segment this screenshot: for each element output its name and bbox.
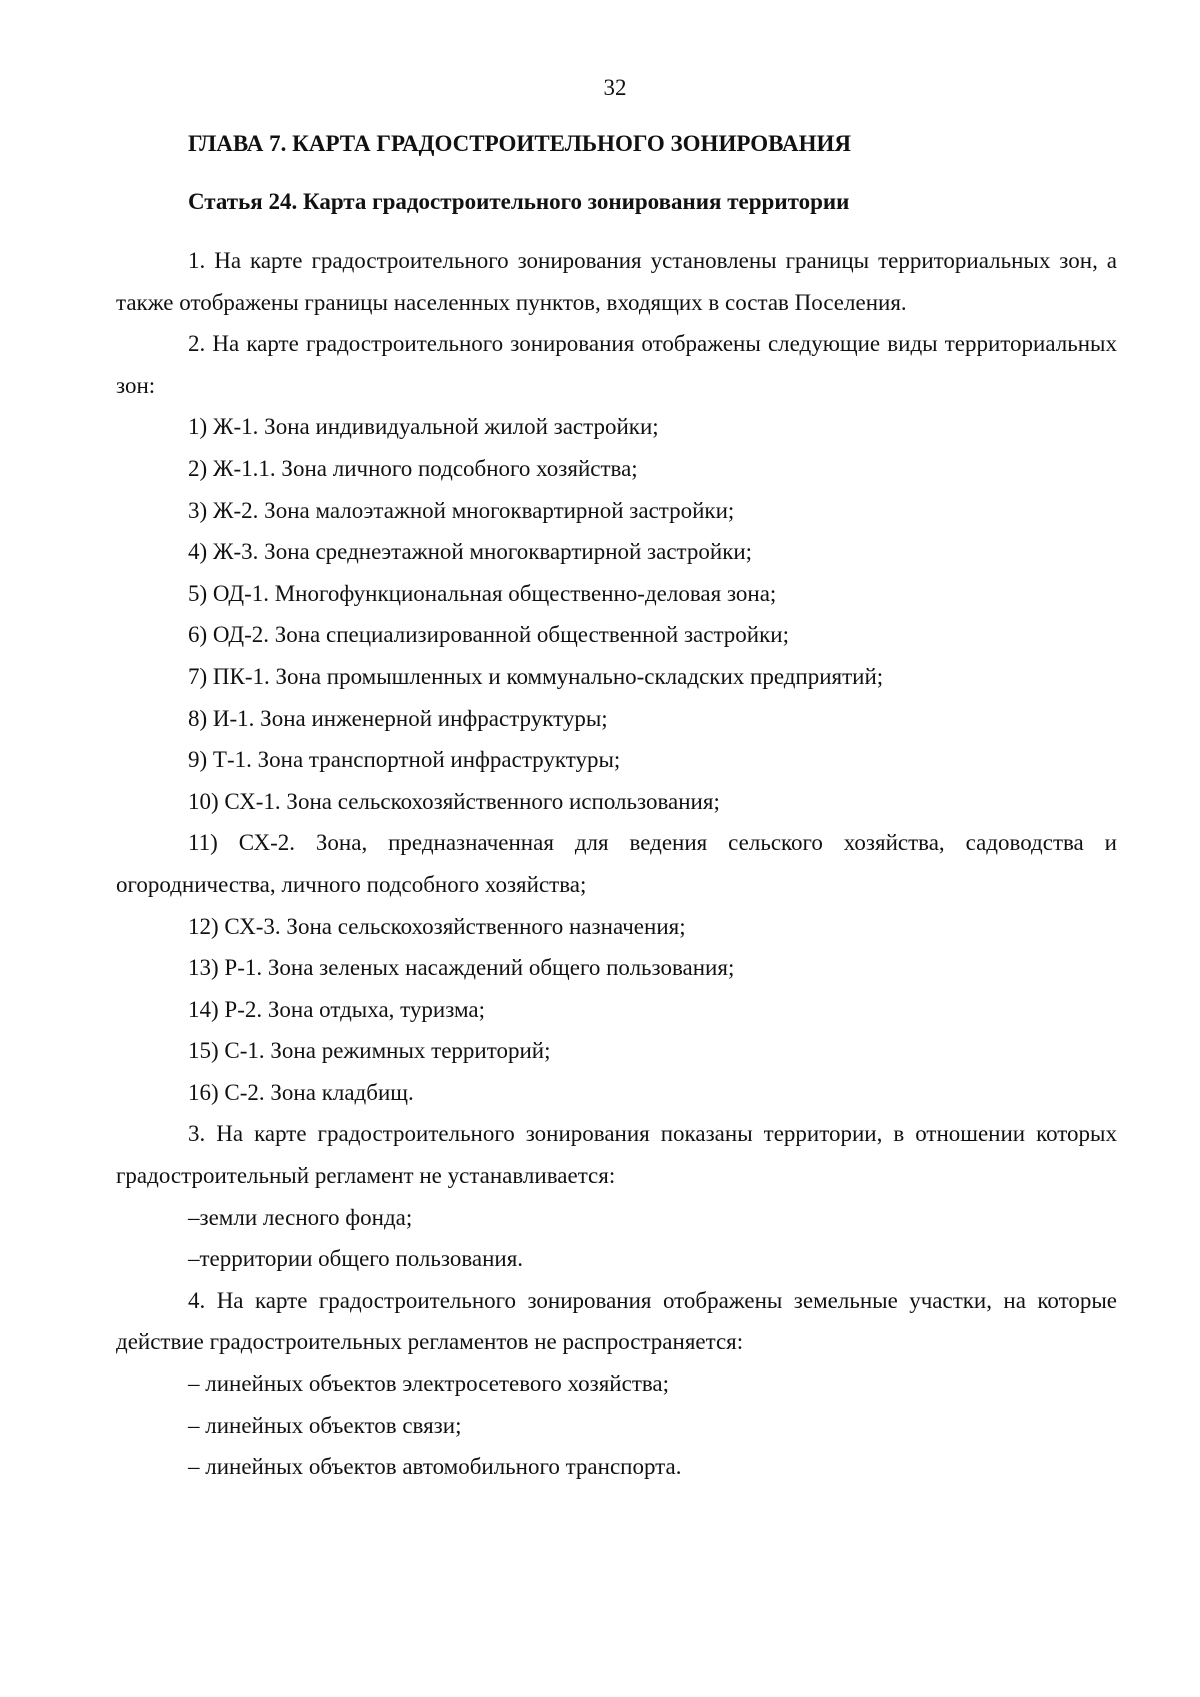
paragraph-3: 3. На карте градостроительного зонирования показаны территории, в отношении которых градостроительный регламент не устанавливается: <box>116 1121 1117 1189</box>
zone-item-14: 14) Р-2. Зона отдыха, туризма; <box>188 996 485 1022</box>
article-title: Статья 24. Карта градостроительного зонирования территории <box>188 189 850 214</box>
zone-item-8: 8) И-1. Зона инженерной инфраструктуры; <box>188 705 608 731</box>
linear-object-item-1: – линейных объектов электросетевого хозяйства; <box>188 1371 670 1397</box>
paragraph-2: 2. На карте градостроительного зонирования отображены следующие виды территориальных зон: <box>116 331 1117 398</box>
zone-item-10: 10) СХ-1. Зона сельскохозяйственного использования; <box>188 788 720 814</box>
zone-item-9: 9) Т-1. Зона транспортной инфраструктуры; <box>188 747 621 773</box>
zone-item-13: 13) Р-1. Зона зеленых насаждений общего пользования; <box>188 955 735 981</box>
zone-item-2: 2) Ж-1.1. Зона личного подсобного хозяйства; <box>188 455 638 481</box>
zone-item-11: 11) СХ-2. Зона, предназначенная для ведения сельского хозяйства, садоводства и огородничества, личного подсобного хозяйства; <box>116 830 1117 897</box>
chapter-title: ГЛАВА 7. КАРТА ГРАДОСТРОИТЕЛЬНОГО ЗОНИРОВАНИЯ <box>188 131 852 156</box>
zone-item-15: 15) С-1. Зона режимных территорий; <box>188 1038 551 1064</box>
zone-item-16: 16) С-2. Зона кладбищ. <box>188 1079 414 1105</box>
zone-item-5: 5) ОД-1. Многофункциональная общественно-деловая зона; <box>188 580 777 606</box>
zone-item-4: 4) Ж-3. Зона среднеэтажной многоквартирной застройки; <box>188 539 753 565</box>
paragraph-4: 4. На карте градостроительного зонирования отображены земельные участки, на которые действие градостроительных регламентов не распространяется: <box>116 1287 1117 1355</box>
linear-object-item-3: – линейных объектов автомобильного транспорта. <box>188 1454 682 1480</box>
non-regulated-item-2: –территории общего пользования. <box>188 1246 524 1272</box>
document-body <box>116 128 1117 1488</box>
linear-object-item-2: – линейных объектов связи; <box>188 1412 462 1438</box>
zone-item-7: 7) ПК-1. Зона промышленных и коммунально-складских предприятий; <box>188 663 884 689</box>
paragraph-1: 1. На карте градостроительного зонирования установлены границы территориальных зон, а также отображены границы населенных пунктов, входящих в состав Поселения. <box>116 248 1117 315</box>
zone-item-3: 3) Ж-2. Зона малоэтажной многоквартирной застройки; <box>188 497 735 523</box>
page-number: 32 <box>603 75 627 100</box>
non-regulated-item-1: –земли лесного фонда; <box>188 1204 413 1230</box>
zone-item-1: 1) Ж-1. Зона индивидуальной жилой застройки; <box>188 414 659 440</box>
zone-item-6: 6) ОД-2. Зона специализированной общественной застройки; <box>188 622 789 648</box>
zone-item-12: 12) СХ-3. Зона сельскохозяйственного назначения; <box>188 913 686 939</box>
